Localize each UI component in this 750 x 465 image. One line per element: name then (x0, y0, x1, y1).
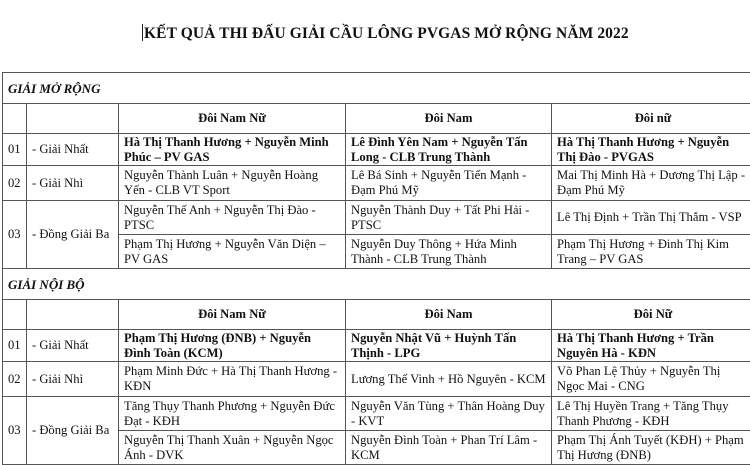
womens-doubles-entry: Phạm Thị Ánh Tuyết (KĐH) + Phạm Thị Hương (ĐNB) (552, 431, 750, 465)
womens-doubles-entry: Hà Thị Thanh Hương + Trần Nguyên Hà - KĐN (552, 330, 750, 362)
results-table (2, 72, 750, 465)
section-row-open (3, 73, 750, 104)
mens-doubles-entry: Nguyễn Duy Thông + Hứa Minh Thành - CLB Trung Thành (346, 235, 552, 269)
text-cursor (142, 24, 143, 41)
mens-doubles-entry: Lê Đình Yên Nam + Nguyễn Tấn Long - CLB Trung Thành (346, 134, 552, 166)
header-num (3, 104, 27, 134)
prize-label: - Giải Nhất (27, 134, 119, 166)
header-mens-doubles: Đôi Nam (346, 300, 552, 330)
mixed-doubles-entry: Nguyễn Thị Thanh Xuân + Nguyễn Ngọc Ánh - DVK (119, 431, 346, 465)
womens-doubles-entry: Võ Phan Lệ Thủy + Nguyễn Thị Ngọc Mai - CNG (552, 362, 750, 397)
header-row-internal (3, 300, 750, 330)
table-row (3, 166, 750, 201)
table-row (3, 397, 750, 431)
womens-doubles-entry: Hà Thị Thanh Hương + Nguyễn Thị Đào - PVGAS (552, 134, 750, 166)
header-mixed-doubles: Đôi Nam Nữ (119, 300, 346, 330)
prize-label: - Đồng Giải Ba (27, 201, 119, 269)
mens-doubles-entry: Lương Thế Vinh + Hồ Nguyên - KCM (346, 362, 552, 397)
header-womens-doubles: Đôi nữ (552, 104, 750, 134)
mens-doubles-entry: Nguyễn Văn Tùng + Thân Hoàng Duy - KVT (346, 397, 552, 431)
document-title-text: KẾT QUẢ THI ĐẤU GIẢI CẦU LÔNG PVGAS MỞ RỘNG NĂM 2022 (144, 25, 629, 42)
rank-number: 02 (3, 362, 27, 397)
womens-doubles-entry: Lê Thị Định + Trần Thị Thắm - VSP (552, 201, 750, 235)
rank-number: 01 (3, 330, 27, 362)
mens-doubles-entry: Nguyễn Đình Toàn + Phan Trí Lâm - KCM (346, 431, 552, 465)
mens-doubles-entry: Nguyễn Nhật Vũ + Huỳnh Tấn Thịnh - LPG (346, 330, 552, 362)
header-row-open (3, 104, 750, 134)
mixed-doubles-entry: Phạm Minh Đức + Hà Thị Thanh Hương - KĐN (119, 362, 346, 397)
prize-label: - Giải Nhì (27, 166, 119, 201)
document-title (142, 24, 629, 43)
rank-number: 03 (3, 397, 27, 465)
womens-doubles-entry: Lê Thị Huyền Trang + Tăng Thụy Thanh Phương - KĐH (552, 397, 750, 431)
womens-doubles-entry: Phạm Thị Hương + Đinh Thị Kim Trang – PV GAS (552, 235, 750, 269)
mixed-doubles-entry: Hà Thị Thanh Hương + Nguyễn Minh Phúc – PV GAS (119, 134, 346, 166)
rank-number: 03 (3, 201, 27, 269)
mens-doubles-entry: Lê Bá Sinh + Nguyễn Tiến Mạnh - Đạm Phú Mỹ (346, 166, 552, 201)
womens-doubles-entry: Mai Thị Minh Hà + Dương Thị Lập - Đạm Phú Mỹ (552, 166, 750, 201)
header-prize (27, 300, 119, 330)
section-title-internal: GIẢI NỘI BỘ (3, 269, 750, 300)
mixed-doubles-entry: Phạm Thị Hương (ĐNB) + Nguyễn Đình Toàn (KCM) (119, 330, 346, 362)
prize-label: - Giải Nhất (27, 330, 119, 362)
prize-label: - Giải Nhì (27, 362, 119, 397)
header-prize (27, 104, 119, 134)
mixed-doubles-entry: Nguyễn Thế Anh + Nguyễn Thị Đào - PTSC (119, 201, 346, 235)
section-title-open: GIẢI MỞ RỘNG (3, 73, 750, 104)
header-mens-doubles: Đôi Nam (346, 104, 552, 134)
rank-number: 02 (3, 166, 27, 201)
prize-label: - Đồng Giải Ba (27, 397, 119, 465)
mixed-doubles-entry: Tăng Thụy Thanh Phương + Nguyễn Đức Đạt - KĐH (119, 397, 346, 431)
header-mixed-doubles: Đôi Nam Nữ (119, 104, 346, 134)
table-row (3, 201, 750, 235)
table-row (3, 362, 750, 397)
header-womens-doubles: Đôi Nữ (552, 300, 750, 330)
rank-number: 01 (3, 134, 27, 166)
table-row (3, 330, 750, 362)
section-row-internal (3, 269, 750, 300)
mens-doubles-entry: Nguyễn Thành Duy + Tất Phi Hải - PTSC (346, 201, 552, 235)
mixed-doubles-entry: Phạm Thị Hương + Nguyễn Văn Diện – PV GAS (119, 235, 346, 269)
table-row (3, 134, 750, 166)
mixed-doubles-entry: Nguyễn Thành Luân + Nguyễn Hoàng Yến - CLB VT Sport (119, 166, 346, 201)
header-num (3, 300, 27, 330)
